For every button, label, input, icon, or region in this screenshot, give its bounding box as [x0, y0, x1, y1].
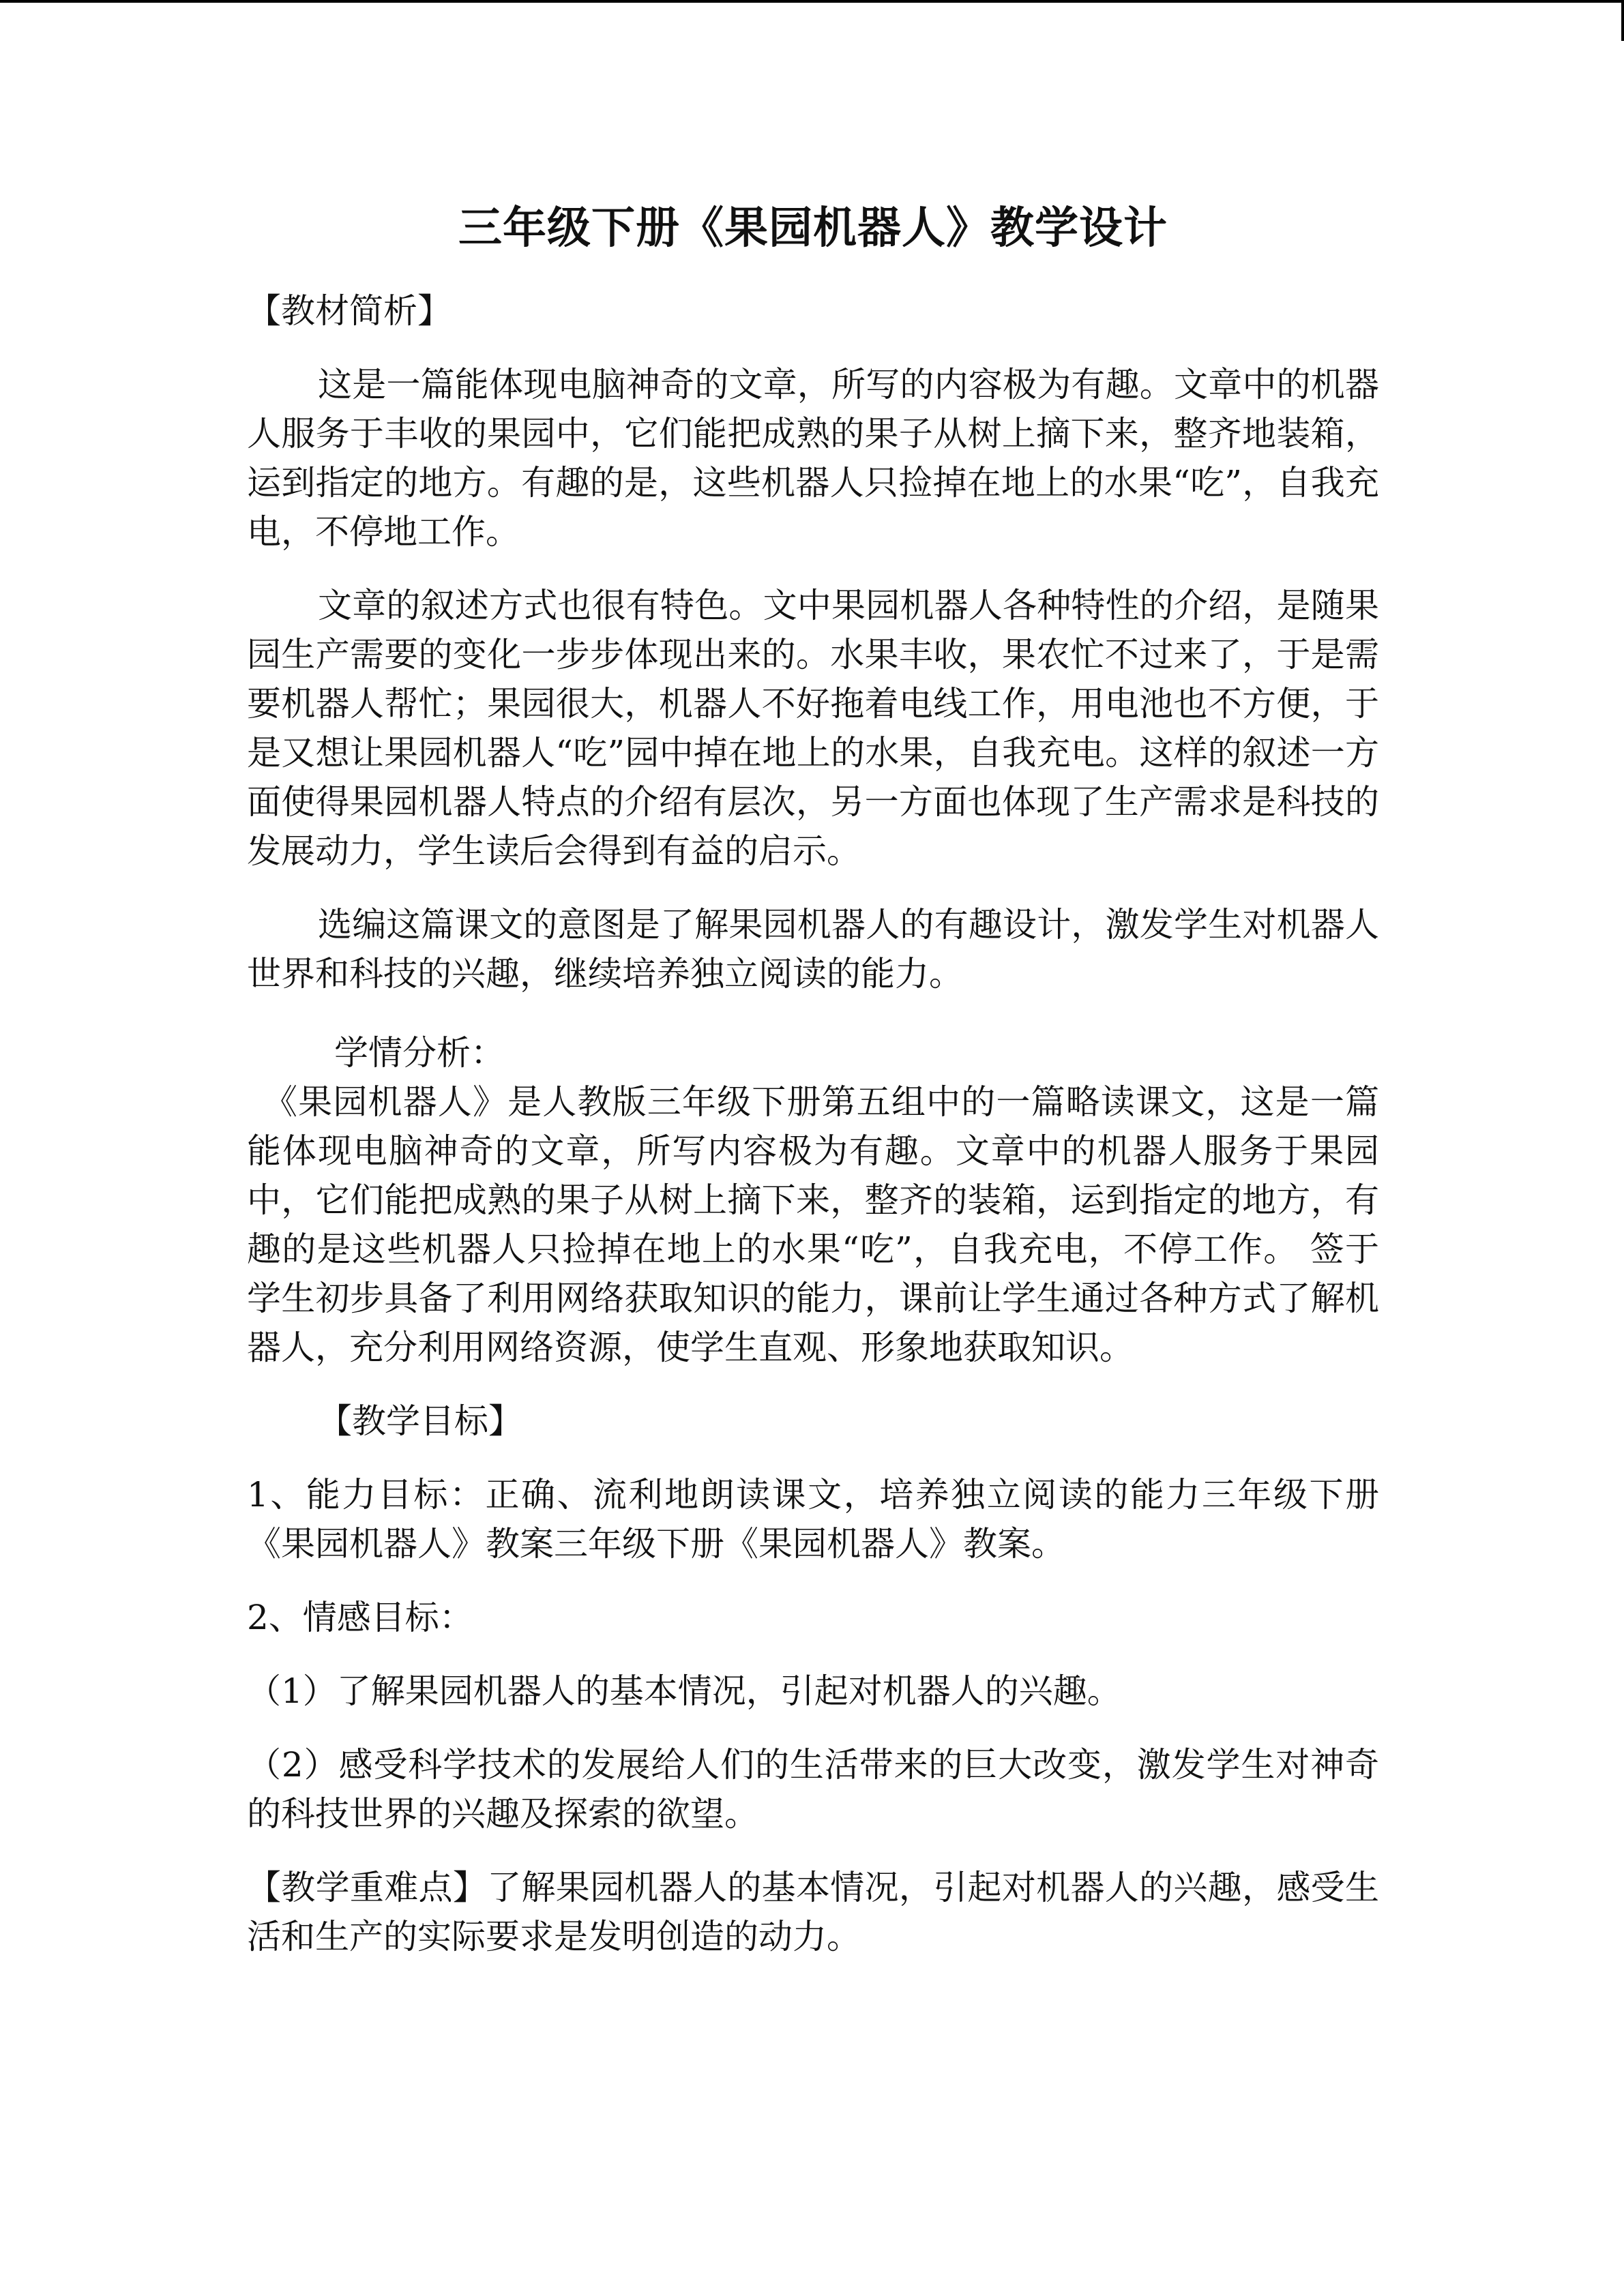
- goal-1: 1、能力目标：正确、流利地朗读课文，培养独立阅读的能力三年级下册《果园机器人》教案三年级下册《果园机器人》教案。: [247, 1475, 1379, 1564]
- paragraph-1: 这是一篇能体现电脑神奇的文章，所写的内容极为有趣。文章中的机器人服务于丰收的果园中，它们能把成熟的果子从树上摘下来，整齐地装箱，运到指定的地方。有趣的是，这些机器人只捡掉在地上的水果“吃”，自我充电，不停地工作。: [247, 365, 1379, 552]
- right-border-line: [1621, 0, 1624, 41]
- top-border-line: [0, 0, 1624, 3]
- paragraph-3: 选编这篇课文的意图是了解果园机器人的有趣设计，激发学生对机器人世界和科技的兴趣，继续培养独立阅读的能力。: [247, 905, 1379, 994]
- key-points-text: 了解果园机器人的基本情况，引起对机器人的兴趣，感受生活和生产的实际要求是发明创造的动力。: [247, 1868, 1379, 1956]
- goal-2-item-2: （2）感受科学技术的发展给人们的生活带来的巨大改变，激发学生对神奇的科技世界的兴趣及探索的欲望。: [247, 1745, 1379, 1834]
- paragraph-2: 文章的叙述方式也很有特色。文中果园机器人各种特性的介绍，是随果园生产需要的变化一步步体现出来的。水果丰收，果农忙不过来了，于是需要机器人帮忙；果园很大，机器人不好拖着电线工作，用电池也不方便，于是又想让果园机器人“吃”园中掉在地上的水果，自我充电。这样的叙述一方面使得果园机器人特点的介绍有层次，另一方面也体现了生产需求是科技的发展动力，学生读后会得到有益的启示。: [247, 586, 1379, 871]
- document-title: 三年级下册《果园机器人》教学设计: [458, 203, 1168, 254]
- goal-2-item-1: （1）了解果园机器人的基本情况，引起对机器人的兴趣。: [247, 1671, 1121, 1711]
- section-heading-students: 学情分析：: [334, 1033, 505, 1073]
- key-points-paragraph: [247, 1863, 1379, 1961]
- paragraph-4: 《果园机器人》是人教版三年级下册第五组中的一篇略读课文，这是一篇能体现电脑神奇的文章，所写内容极为有趣。文章中的机器人服务于果园中，它们能把成熟的果子从树上摘下来，整齐的装箱，运到指定的地方，有趣的是这些机器人只捡掉在地上的水果“吃”，自我充电，不停工作。 签于学生初步具备了利用网络获取知识的能力，课前让学生通过各种方式了解机器人，充分利用网络资源，使学生直观、形象地获取知识。: [247, 1082, 1379, 1367]
- section-heading-goals: 【教学目标】: [318, 1401, 522, 1441]
- goal-2: 2、情感目标：: [247, 1598, 473, 1637]
- document-page: [247, 198, 1379, 1961]
- section-heading-textbook: 【教材简析】: [247, 291, 452, 331]
- key-points-label: 【教学重难点】: [247, 1868, 488, 1907]
